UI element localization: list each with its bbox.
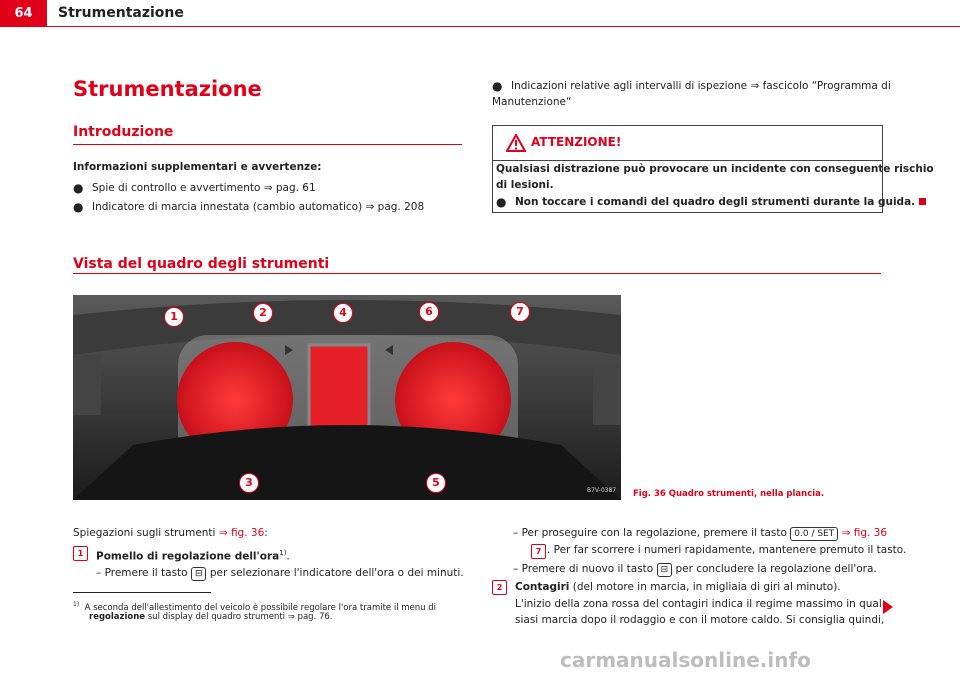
warning-line-1: Qualsiasi distrazione può provocare un incidente con conseguente rischio	[496, 163, 934, 175]
callout-4: 4	[333, 303, 353, 323]
callout-1: 1	[164, 307, 184, 327]
header-title: Strumentazione	[58, 5, 184, 21]
intro-heading: Introduzione	[73, 124, 174, 140]
item-2-line-3: siasi marcia dopo il rodaggio e con il motore caldo. Si consiglia quindi,	[515, 614, 885, 626]
instrument-cluster-figure	[73, 295, 621, 500]
section-heading: Vista del quadro degli strumenti	[73, 256, 330, 272]
fig-ref-link-2[interactable]: ⇒ fig. 36	[838, 527, 888, 539]
warning-triangle-icon	[506, 134, 526, 152]
footnote-rule	[73, 592, 211, 593]
menu-key-icon: ⊟	[657, 563, 673, 577]
bullet-icon: ●	[496, 195, 507, 209]
callout-5: 5	[426, 473, 446, 493]
footnote: $^{1)}$ A seconda dell'allestimento del veicolo è possibile regolare l'ora tramite il menu di	[73, 601, 437, 613]
item-1-title: Pomello di regolazione dell'ora$^{1)}$.	[96, 549, 290, 563]
bullet-icon: ●	[73, 181, 84, 195]
warning-line-2: di lesioni.	[496, 179, 554, 191]
figure-caption: Fig. 36 Quadro strumenti, nella plancia.	[633, 489, 825, 499]
intro-item-1-ref[interactable]: ⇒ pag. 61	[263, 182, 316, 194]
step-ref-number: 7	[531, 544, 546, 559]
item-2-line-2: L'inizio della zona rossa del contagiri indica il regime massimo in qual-	[515, 598, 886, 610]
callout-6: 6	[419, 302, 439, 322]
inspection-note-cont: Manutenzione“	[492, 96, 572, 108]
intro-item-2-ref[interactable]: ⇒ pag. 208	[365, 201, 425, 213]
center-display	[309, 345, 369, 430]
explanation-intro: Spiegazioni sugli strumenti ⇒ fig. 36:	[73, 527, 268, 539]
figure-code: B7V-0387	[587, 487, 617, 494]
warning-bullet: Non toccare i comandi del quadro degli strumenti durante la guida.	[515, 194, 926, 210]
page-header	[0, 0, 960, 27]
callout-7: 7	[510, 302, 530, 322]
item-2-title: Contagiri (del motore in marcia, in migliaia di giri al minuto).	[515, 581, 841, 593]
menu-key-icon: ⊟	[191, 567, 207, 581]
watermark: carmanualsonline.info	[560, 648, 811, 672]
step-continue: – Per proseguire con la regolazione, premere il tasto 0.0 / SET ⇒ fig. 36	[513, 527, 888, 539]
warning-title: ATTENZIONE!	[531, 135, 622, 149]
step-continue-cont: . Per far scorrere i numeri rapidamente, mantenere premuto il tasto.	[547, 544, 907, 556]
header-rule	[47, 26, 960, 27]
step-finish: – Premere di nuovo il tasto ⊟ per concludere la regolazione dell'ora.	[513, 563, 877, 575]
callout-2: 2	[253, 303, 273, 323]
warning-box	[492, 125, 934, 213]
callout-3: 3	[239, 473, 259, 493]
fig-ref-link[interactable]: ⇒ fig. 36	[218, 527, 265, 539]
item-2-number: 2	[492, 580, 507, 595]
warning-header	[493, 126, 882, 161]
main-title: Strumentazione	[73, 77, 262, 101]
set-key: 0.0 / SET	[790, 527, 838, 541]
section-rule	[73, 273, 881, 274]
bullet-icon: ●	[73, 200, 84, 214]
item-1-number: 1	[73, 546, 88, 561]
inspection-note: Indicazioni relative agli intervalli di ispezione ⇒ fascicolo “Programma di	[511, 80, 891, 92]
intro-item-2: Indicatore di marcia innestata (cambio automatico) ⇒ pag. 208	[92, 201, 425, 213]
page-number: 64	[0, 0, 47, 27]
item-1-step: – Premere il tasto ⊟ per selezionare l'indicatore dell'ora o dei minuti.	[96, 567, 464, 579]
intro-rule	[73, 144, 462, 145]
bullet-icon: ●	[492, 79, 503, 93]
continue-arrow-icon	[883, 600, 893, 614]
intro-subheading: Informazioni supplementari e avvertenze:	[73, 161, 322, 173]
cluster-illustration	[73, 295, 621, 500]
intro-item-1: Spie di controllo e avvertimento ⇒ pag. 61	[92, 182, 316, 194]
footnote-cont: regolazione sul display del quadro strumenti ⇒ pag. 76.	[89, 612, 333, 622]
end-square-icon	[919, 198, 926, 205]
